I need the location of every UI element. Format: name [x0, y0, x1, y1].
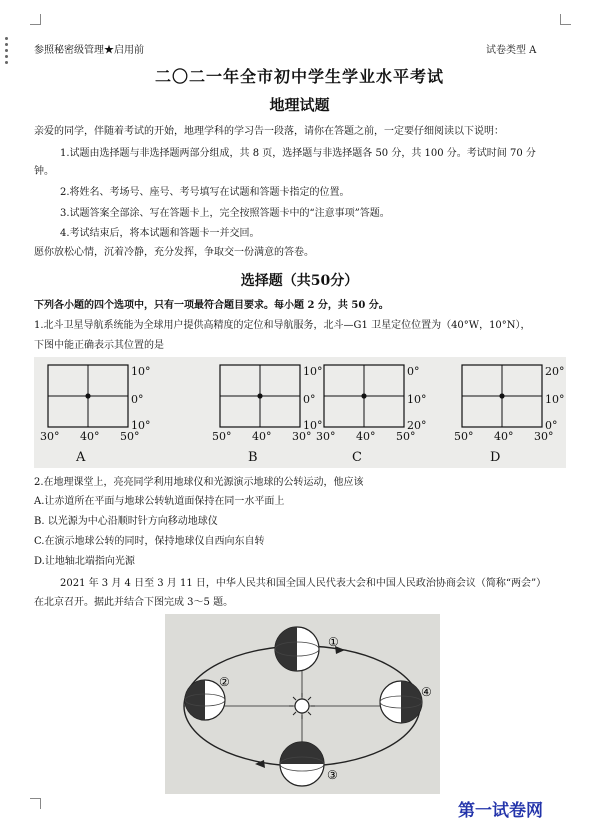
- rule-4: 4.考试结束后，将本试题和答题卡一并交回。: [60, 228, 260, 239]
- latitude-label: 10°: [303, 365, 323, 378]
- orbit-label-2: ②: [219, 675, 230, 689]
- intro-text: 亲爱的同学，伴随着考试的开始，地理学科的学习告一段落，请你在答题之前，一定要仔细阅读以下说明：: [34, 126, 504, 137]
- longitude-label: 40°: [356, 430, 376, 443]
- latitude-label: 0°: [131, 393, 144, 406]
- longitude-label: 40°: [252, 430, 272, 443]
- longitude-label: 30°: [534, 430, 554, 443]
- orbit-label-1: ①: [328, 635, 339, 649]
- option-label: A: [76, 450, 86, 465]
- exam-subtitle: 地理试题: [269, 96, 330, 114]
- map-options-figure: [34, 357, 566, 468]
- latitude-label: 10°: [131, 365, 151, 378]
- crop-mark-tl: [30, 14, 41, 25]
- rule-1-cont: 钟。: [34, 166, 54, 177]
- satellite-point: [499, 393, 504, 398]
- section-title: 选择题（共50分）: [240, 273, 359, 289]
- earth-orbit-svg: [165, 614, 440, 794]
- latitude-label: 0°: [407, 365, 420, 378]
- latitude-label: 10°: [545, 393, 565, 406]
- longitude-label: 40°: [494, 430, 514, 443]
- rule-2: 2.将姓名、考场号、座号、考号填写在试题和答题卡指定的位置。: [60, 187, 350, 198]
- latitude-label: 10°: [303, 419, 323, 432]
- longitude-label: 50°: [212, 430, 232, 443]
- orbit-label-4: ④: [421, 685, 432, 699]
- exam-title: 二〇二一年全市初中学生学业水平考试: [154, 67, 444, 86]
- rule-1: 1.试题由选择题与非选择题两部分组成，共 8 页，选择题与非选择题各 50 分，共 100 分。考试时间 70 分: [60, 148, 536, 159]
- map-option-b: [212, 365, 323, 465]
- passage-line-2: 在北京召开。据此并结合下图完成 3～5 题。: [34, 597, 234, 608]
- satellite-point: [85, 393, 90, 398]
- passage-line-1: 2021 年 3 月 4 日至 3 月 11 日，中华人民共和国全国人民代表大会和中国人民政治协商会议（简称“两会”）: [60, 578, 547, 589]
- latitude-label: 10°: [131, 419, 151, 432]
- option-label: C: [352, 450, 362, 465]
- orbit-label-3: ③: [327, 768, 338, 782]
- earth-position-4: [380, 681, 432, 723]
- earth-position-1: [275, 627, 339, 671]
- latitude-label: 10°: [407, 393, 427, 406]
- question-1-line-2: 下图中能正确表示其位置的是: [34, 340, 164, 351]
- map-options-svg: [34, 357, 566, 468]
- watermark-logo: 第一试卷网: [458, 801, 543, 821]
- question-2: 2.在地理课堂上，亮亮同学利用地球仪和光源演示地球的公转运动，他应该: [34, 477, 364, 488]
- closing-text: 愿你放松心情，沉着冷静，充分发挥，争取交一份满意的答卷。: [34, 247, 314, 258]
- earth-position-2: [185, 675, 230, 720]
- longitude-label: 30°: [316, 430, 336, 443]
- map-option-c: [316, 365, 427, 465]
- q2-option-b: B. 以光源为中心沿顺时针方向移动地球仪: [34, 516, 218, 527]
- longitude-label: 40°: [80, 430, 100, 443]
- option-label: D: [490, 450, 501, 465]
- q2-option-c: C.在演示地球公转的同时，保持地球仪自西向东自转: [34, 536, 265, 547]
- longitude-label: 50°: [396, 430, 416, 443]
- map-option-a: [40, 365, 151, 465]
- option-label: B: [248, 450, 258, 465]
- earth-orbit-figure: [165, 614, 440, 794]
- sun-icon: [289, 693, 315, 719]
- longitude-label: 30°: [292, 430, 312, 443]
- header-right: 试卷类型 A: [486, 45, 537, 56]
- longitude-label: 30°: [40, 430, 60, 443]
- satellite-point: [257, 393, 262, 398]
- longitude-label: 50°: [120, 430, 140, 443]
- header-left: 参照秘密级管理★启用前: [34, 45, 144, 56]
- rule-3: 3.试题答案全部涂、写在答题卡上，完全按照答题卡中的“注意事项”答题。: [60, 208, 390, 219]
- satellite-point: [361, 393, 366, 398]
- crop-mark-bl: [30, 798, 41, 809]
- latitude-label: 20°: [545, 365, 565, 378]
- binding-holes: [5, 34, 8, 67]
- map-option-d: [454, 365, 565, 465]
- latitude-label: 20°: [407, 419, 427, 432]
- longitude-label: 50°: [454, 430, 474, 443]
- latitude-label: 0°: [545, 419, 558, 432]
- q2-option-a: A.让赤道所在平面与地球公转轨道面保持在同一水平面上: [34, 496, 285, 507]
- section-instruction: 下列各小题的四个选项中，只有一项最符合题目要求。每小题 2 分，共 50 分。: [34, 300, 389, 311]
- q2-option-d: D.让地轴北端指向光源: [34, 556, 135, 567]
- question-1-line-1: 1.北斗卫星导航系统能为全球用户提供高精度的定位和导航服务，北斗—G1 卫星定位位置为（40°W，10°N），: [34, 320, 531, 331]
- latitude-label: 0°: [303, 393, 316, 406]
- crop-mark-tr: [560, 14, 571, 25]
